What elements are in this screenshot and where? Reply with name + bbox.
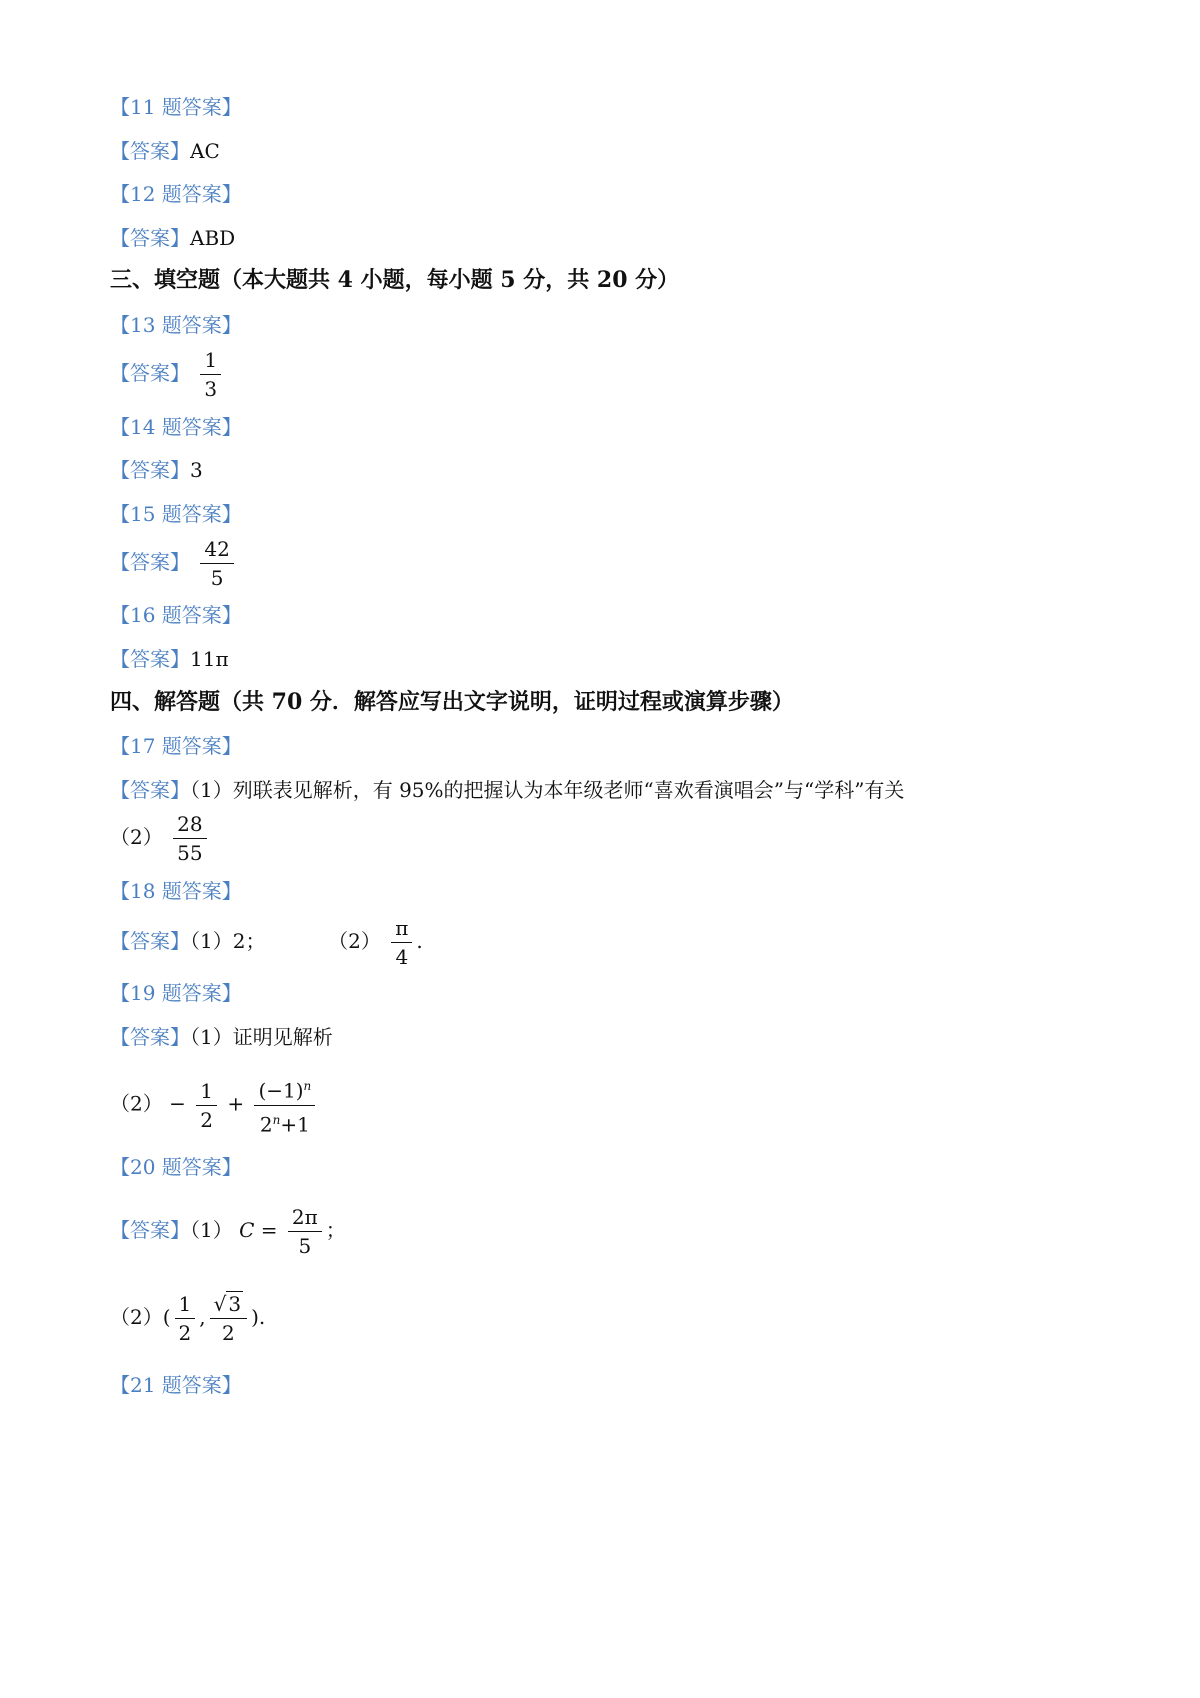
fraction-2	[210, 1292, 247, 1345]
q19-answer-part2	[110, 1074, 319, 1136]
section-4-heading: 四、解答题（共 70 分．解答应写出文字说明，证明过程或演算步骤）	[110, 689, 794, 715]
part-label: （2）	[110, 825, 163, 849]
answer-tag: 【答案】	[110, 647, 190, 671]
section-3-heading: 三、填空题（本大题共 4 小题，每小题 5 分，共 20 分）	[110, 267, 680, 293]
q11-answer	[110, 138, 220, 164]
fraction	[173, 812, 206, 865]
q19-heading: 【19 题答案】	[110, 981, 242, 1005]
fraction	[200, 537, 233, 590]
q12-heading: 【12 题答案】	[110, 182, 242, 206]
answer-text: （1）2；	[190, 929, 266, 953]
answer-text: 11π	[190, 647, 229, 671]
suffix: .	[416, 929, 423, 953]
fraction-1	[196, 1079, 217, 1132]
part-label: （2）	[328, 929, 381, 953]
q13-answer	[110, 348, 225, 401]
denominator: 55	[177, 841, 203, 865]
q16-heading: 【16 题答案】	[110, 603, 242, 627]
q21-heading: 【21 题答案】	[110, 1373, 242, 1397]
answer-tag: 【答案】	[110, 361, 190, 385]
answer-text: （1）列联表见解析，有 95%的把握认为本年级老师“喜欢看演唱会”与“学科”有关	[190, 778, 905, 802]
open-paren: (	[162, 1305, 171, 1329]
q11-heading: 【11 题答案】	[110, 95, 242, 119]
answer-tag: 【答案】	[110, 458, 190, 482]
denominator: 2	[222, 1321, 235, 1345]
q12-answer	[110, 225, 235, 251]
denominator: $2^n+1$	[259, 1112, 310, 1137]
answer-text: （1）证明见解析	[190, 1025, 333, 1049]
q15-heading: 【15 题答案】	[110, 502, 242, 526]
numerator: 28	[173, 812, 206, 839]
answer-tag: 【答案】	[110, 929, 190, 953]
numerator: √ 3	[210, 1292, 247, 1319]
q17-heading: 【17 题答案】	[110, 734, 242, 758]
answer-tag: 【答案】	[110, 139, 190, 163]
q17-answer	[110, 777, 904, 803]
denominator: 2	[200, 1107, 213, 1132]
answer-text: （1）	[190, 1218, 233, 1242]
fraction	[288, 1205, 322, 1258]
q20-answer-part2	[110, 1292, 265, 1345]
numerator: 1	[175, 1292, 196, 1319]
radicand: 3	[228, 1292, 242, 1316]
plus-sign: +	[227, 1091, 245, 1116]
minus-sign: −	[169, 1091, 186, 1116]
numerator: 2π	[288, 1205, 322, 1232]
answer-text: AC	[190, 139, 220, 163]
variable: C	[239, 1218, 255, 1242]
answer-tag: 【答案】	[110, 1218, 190, 1242]
numerator: π	[391, 916, 412, 943]
q14-heading: 【14 题答案】	[110, 415, 242, 439]
comma: ,	[199, 1305, 206, 1329]
q17-answer-part2	[110, 812, 211, 865]
q13-heading: 【13 题答案】	[110, 313, 242, 337]
answer-text: ABD	[190, 226, 236, 250]
fraction	[200, 348, 221, 401]
denominator: 5	[298, 1234, 312, 1258]
answer-text: 3	[190, 458, 203, 482]
equals-sign: =	[260, 1218, 278, 1242]
denominator: 2	[178, 1321, 192, 1345]
suffix: ；	[325, 1218, 346, 1242]
numerator: 1	[200, 348, 221, 375]
denominator: 5	[210, 566, 224, 590]
answer-tag: 【答案】	[110, 778, 190, 802]
part-label: （2）	[110, 1305, 163, 1329]
fraction-1	[175, 1292, 196, 1345]
fraction-2	[254, 1074, 315, 1136]
answer-tag: 【答案】	[110, 226, 190, 250]
numerator: $(-1)^n$	[254, 1074, 315, 1106]
q20-heading: 【20 题答案】	[110, 1155, 242, 1179]
q20-answer	[110, 1205, 346, 1258]
close-paren: ).	[251, 1305, 266, 1329]
numerator: 42	[200, 537, 233, 564]
q15-answer	[110, 537, 238, 590]
q14-answer	[110, 457, 203, 483]
denominator: 4	[395, 945, 409, 969]
q16-answer	[110, 646, 229, 672]
numerator: 1	[196, 1079, 217, 1106]
denominator: 3	[204, 377, 218, 401]
part-label: （2）	[110, 1091, 163, 1116]
q18-heading: 【18 题答案】	[110, 879, 242, 903]
fraction	[391, 916, 412, 969]
answer-tag: 【答案】	[110, 550, 190, 574]
answer-tag: 【答案】	[110, 1025, 190, 1049]
q18-answer	[110, 916, 423, 969]
q19-answer	[110, 1024, 333, 1050]
